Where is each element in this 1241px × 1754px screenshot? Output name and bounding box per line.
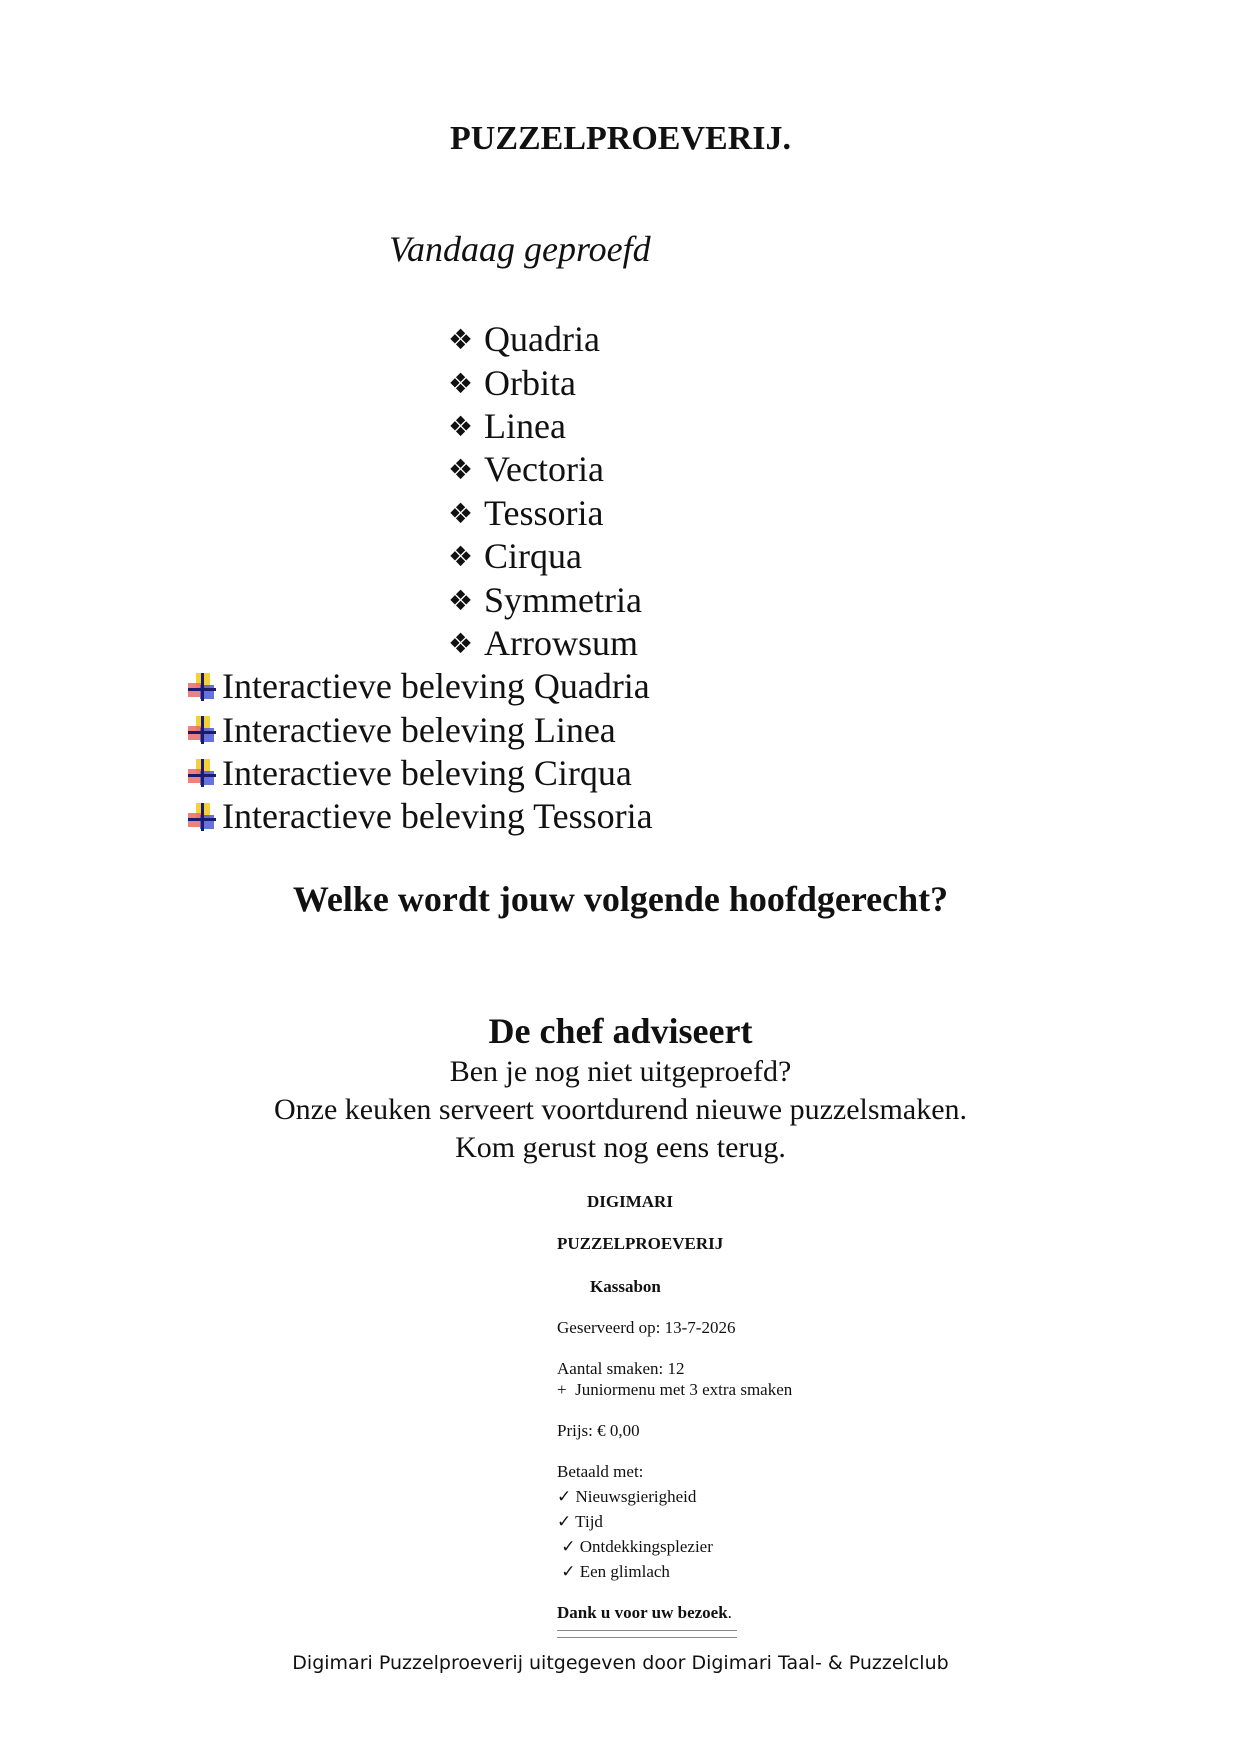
question-heading: Welke wordt jouw volgende hoofdgerecht? bbox=[292, 879, 949, 919]
receipt-paid-item: ✓ Ontdekkingsplezier bbox=[557, 1537, 713, 1556]
menu-item-label: Linea bbox=[484, 405, 566, 446]
receipt-divider bbox=[557, 1630, 737, 1638]
interactive-list bbox=[186, 665, 653, 839]
diamond-bullet-icon: ❖ bbox=[448, 409, 474, 443]
list-item bbox=[186, 665, 653, 708]
chef-line: Ben je nog niet uitgeproefd? bbox=[449, 1055, 792, 1088]
menu-item-label: Cirqua bbox=[484, 536, 582, 577]
receipt-brand: DIGIMARI bbox=[587, 1192, 673, 1211]
receipt-thanks-bold: Dank u voor uw bezoek bbox=[557, 1603, 728, 1622]
diamond-bullet-icon: ❖ bbox=[448, 323, 474, 357]
menu-list bbox=[448, 318, 642, 665]
interactive-item-label: Interactieve beleving Linea bbox=[222, 709, 616, 750]
list-item bbox=[448, 448, 642, 491]
interactive-item-label: Interactieve beleving Tessoria bbox=[222, 796, 653, 837]
list-item bbox=[448, 535, 642, 578]
menu-item-label: Symmetria bbox=[484, 579, 642, 620]
receipt-price: Prijs: € 0,00 bbox=[557, 1421, 640, 1440]
menu-item-label: Vectoria bbox=[484, 449, 604, 490]
receipt-paid-item: ✓ Een glimlach bbox=[557, 1562, 670, 1581]
list-item bbox=[186, 795, 653, 838]
menu-item-label: Orbita bbox=[484, 362, 576, 403]
list-item bbox=[448, 405, 642, 448]
list-item bbox=[448, 318, 642, 361]
diamond-bullet-icon: ❖ bbox=[448, 583, 474, 617]
receipt-count: Aantal smaken: 12 bbox=[557, 1359, 685, 1378]
diamond-bullet-icon: ❖ bbox=[448, 496, 474, 530]
receipt-paid-item: ✓ Nieuwsgierigheid bbox=[557, 1487, 697, 1506]
receipt-doc-type: Kassabon bbox=[590, 1277, 661, 1296]
list-item bbox=[448, 578, 642, 621]
diamond-bullet-icon: ❖ bbox=[448, 540, 474, 574]
menu-item-label: Quadria bbox=[484, 319, 600, 360]
colorful-cross-icon bbox=[186, 714, 218, 746]
list-item bbox=[448, 492, 642, 535]
list-item bbox=[448, 622, 642, 665]
chef-line: Kom gerust nog eens terug. bbox=[455, 1131, 786, 1164]
colorful-cross-icon bbox=[186, 671, 218, 703]
receipt-thanks-end: . bbox=[727, 1603, 732, 1622]
colorful-cross-icon bbox=[186, 757, 218, 789]
list-item bbox=[186, 752, 653, 795]
interactive-item-label: Interactieve beleving Quadria bbox=[222, 666, 650, 707]
receipt-name: PUZZELPROEVERIJ bbox=[557, 1234, 724, 1253]
menu-item-label: Arrowsum bbox=[484, 622, 638, 663]
receipt-served: Geserveerd op: 13-7-2026 bbox=[557, 1318, 736, 1337]
diamond-bullet-icon: ❖ bbox=[448, 626, 474, 660]
interactive-item-label: Interactieve beleving Cirqua bbox=[222, 752, 632, 793]
receipt-paid-label: Betaald met: bbox=[557, 1462, 644, 1481]
page-title: PUZZELPROEVERIJ. bbox=[450, 120, 791, 157]
footer-text: Digimari Puzzelproeverij uitgegeven door Digimari Taal- & Puzzelclub bbox=[292, 1652, 949, 1674]
menu-item-label: Tessoria bbox=[484, 492, 604, 533]
colorful-cross-icon bbox=[186, 801, 218, 833]
diamond-bullet-icon: ❖ bbox=[448, 453, 474, 487]
chef-line: Onze keuken serveert voortdurend nieuwe puzzelsmaken. bbox=[273, 1093, 968, 1126]
receipt-paid-item: ✓ Tijd bbox=[557, 1512, 603, 1531]
diamond-bullet-icon: ❖ bbox=[448, 366, 474, 400]
receipt-extra: + Juniormenu met 3 extra smaken bbox=[557, 1380, 793, 1399]
subtitle: Vandaag geproefd bbox=[389, 229, 651, 269]
list-item bbox=[448, 361, 642, 404]
receipt-thanks bbox=[557, 1603, 732, 1623]
list-item bbox=[186, 708, 653, 751]
chef-heading: De chef adviseert bbox=[488, 1011, 753, 1051]
